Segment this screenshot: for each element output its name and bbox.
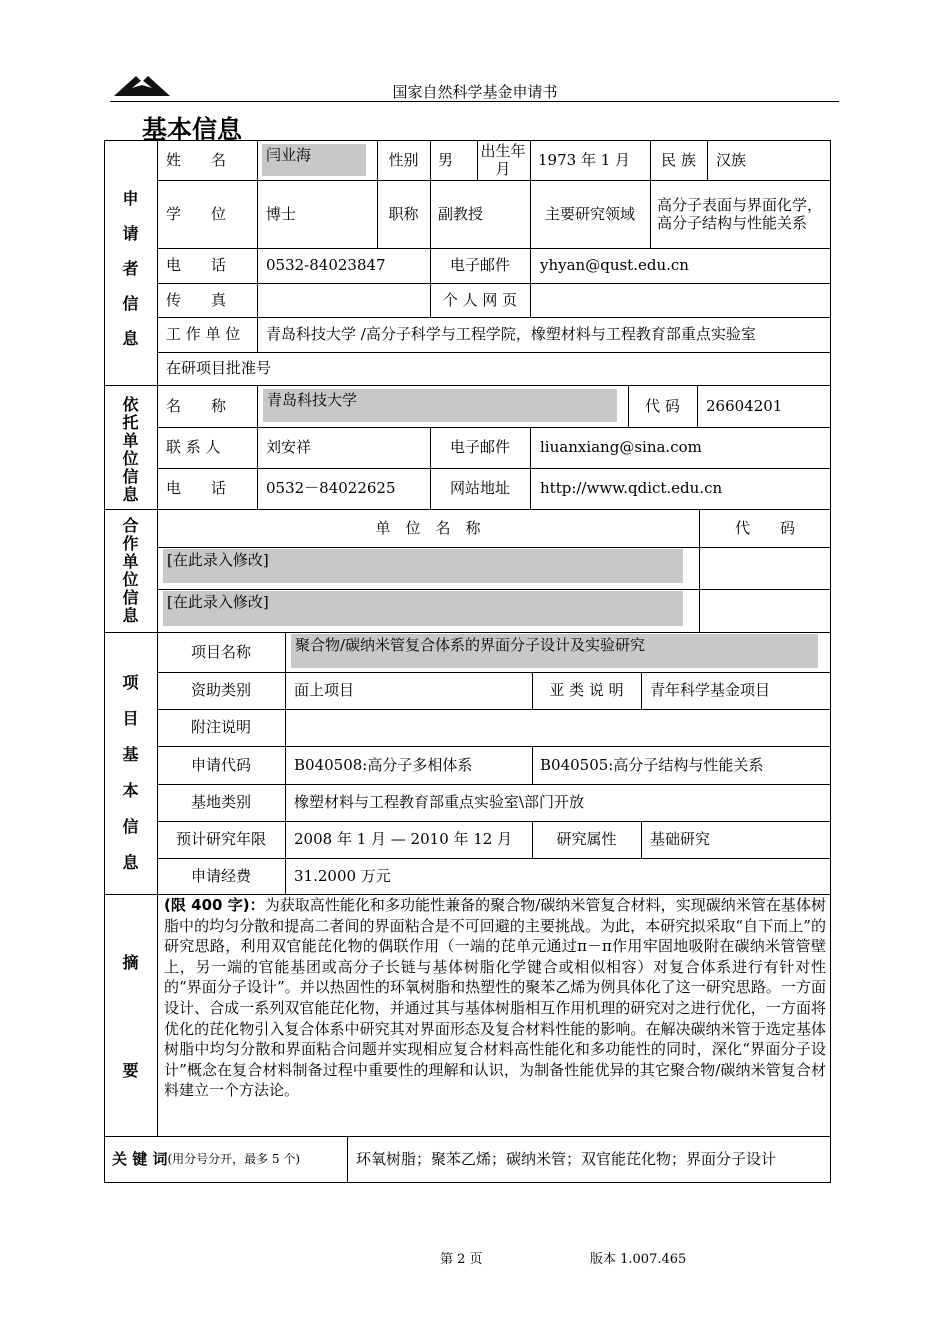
host-group-label: 依 托 单 位 信 息 [122, 395, 139, 504]
host-phone-label: 电 话 [166, 479, 227, 498]
title-label: 职称 [388, 204, 419, 223]
host-email-label: 电子邮件 [449, 438, 510, 457]
partner-row-2-code[interactable] [706, 589, 826, 632]
fax-value[interactable] [266, 283, 426, 317]
project-no-label: 在研项目批准号 [166, 359, 272, 378]
abstract-text[interactable] [164, 895, 826, 1101]
budget-label: 申请经费 [190, 866, 251, 885]
keywords-value[interactable]: 环氧树脂；聚苯乙烯；碳纳米管；双官能芘化物；界面分子设计 [356, 1150, 777, 1169]
field-value[interactable]: 高分子表面与界面化学，高分子结构与性能关系 [657, 196, 823, 232]
host-name-label: 名 称 [166, 396, 227, 415]
subclass-value[interactable]: 青年科学基金项目 [650, 681, 771, 700]
project-name-label: 项目名称 [190, 642, 251, 661]
gender-label: 性别 [388, 150, 419, 169]
partner-row-1-code[interactable] [706, 547, 826, 589]
keywords-label: 关 键 词 [112, 1150, 168, 1169]
host-code-value[interactable]: 26604201 [706, 396, 783, 415]
abstract-label-1: 摘 [122, 953, 139, 972]
code-value-2[interactable]: B040505:高分子结构与性能关系 [540, 755, 764, 774]
host-contact-label: 联 系 人 [166, 438, 221, 457]
project-no-value[interactable] [320, 352, 820, 385]
base-value[interactable]: 橡塑材料与工程教育部重点实验室\部门开放 [294, 793, 585, 812]
host-phone-value[interactable]: 0532－84022625 [266, 479, 396, 498]
ethnicity-label: 民 族 [661, 150, 696, 169]
name-field[interactable]: 闫业海 [262, 144, 366, 176]
page-number: 第 2 页 [440, 1252, 483, 1267]
email-label: 电子邮件 [449, 256, 510, 275]
host-name-field[interactable]: 青岛科技大学 [263, 389, 617, 422]
project-group-label: 项 目 基 本 信 息 [122, 673, 139, 872]
partner-col-name: 单 位 名 称 [375, 518, 481, 537]
host-website-value[interactable]: http://www.qdict.edu.cn [540, 479, 723, 498]
keywords-label-cell [112, 1136, 347, 1183]
funding-value[interactable]: 面上项目 [294, 681, 355, 700]
host-code-label: 代 码 [645, 396, 680, 415]
version-label: 版本 1.007.465 [590, 1252, 687, 1267]
partner-col-code: 代 码 [734, 518, 795, 537]
code-label: 申请代码 [190, 755, 251, 774]
host-website-label: 网站地址 [449, 479, 510, 498]
partner-group-label: 合 作 单 位 信 息 [122, 516, 139, 625]
birth-value[interactable]: 1973 年 1 月 [538, 150, 631, 169]
phone-label: 电 话 [166, 256, 227, 275]
host-email-value[interactable]: liuanxiang@sina.com [540, 438, 702, 457]
phone-value[interactable]: 0532-84023847 [266, 256, 386, 275]
applicant-group-label: 申 请 者 信 息 [122, 189, 139, 348]
attr-label: 研究属性 [556, 830, 617, 849]
org-label: 工 作 单 位 [166, 325, 241, 344]
org-value[interactable]: 青岛科技大学 /高分子科学与工程学院，橡塑材料与工程教育部重点实验室 [266, 325, 756, 344]
base-label: 基地类别 [190, 793, 251, 812]
keywords-hint: (用分号分开，最多 5 个) [167, 1152, 301, 1166]
note-label: 附注说明 [190, 718, 251, 737]
partner-row-2-name[interactable]: [在此录入修改] [163, 591, 683, 626]
homepage-value[interactable] [540, 283, 826, 317]
project-name-field[interactable]: 聚合物/碳纳米管复合体系的界面分子设计及实验研究 [291, 634, 818, 668]
abstract-limit: (限 400 字)： [164, 896, 265, 914]
fax-label: 传 真 [166, 290, 227, 309]
mountain-logo-icon [112, 68, 172, 98]
degree-label: 学 位 [166, 204, 227, 223]
budget-value[interactable]: 31.2000 万元 [294, 866, 391, 885]
funding-label: 资助类别 [190, 681, 251, 700]
gender-value[interactable]: 男 [438, 150, 454, 169]
section-title: 基本信息 [142, 115, 243, 144]
degree-value[interactable]: 博士 [266, 204, 297, 223]
title-value[interactable]: 副教授 [438, 204, 484, 223]
ethnicity-value[interactable]: 汉族 [716, 150, 747, 169]
abstract-label-2: 要 [122, 1061, 139, 1080]
period-value[interactable]: 2008 年 1 月 — 2010 年 12 月 [294, 830, 513, 849]
header-rule [110, 101, 839, 102]
field-label: 主要研究领域 [544, 204, 635, 223]
homepage-label: 个 人 网 页 [442, 290, 518, 309]
attr-value[interactable]: 基础研究 [650, 830, 711, 849]
name-label: 姓 名 [166, 150, 227, 169]
partner-row-1-name[interactable]: [在此录入修改] [163, 549, 683, 583]
code-value-1[interactable]: B040508:高分子多相体系 [294, 755, 473, 774]
email-value[interactable]: yhyan@qust.edu.cn [540, 256, 689, 275]
host-contact-value[interactable]: 刘安祥 [266, 438, 312, 457]
document-header: 国家自然科学基金申请书 [392, 83, 558, 101]
subclass-label: 亚 类 说 明 [549, 681, 624, 700]
abstract-body: 为获取高性能化和多功能性兼备的聚合物/碳纳米管复合材料，实现碳纳米管在基体树脂中的均匀分散和提高二者间的界面粘合是不可回避的主要挑战。为此，本研究拟采取“自下而上”的研究思路，利用双官能芘化物的偶联作用（一端的芘单元通过π－π作用牢固地吸附在碳纳米管管壁上，另一端的官能基团或高分子长链与基体树脂化学键合或相似相容）对复合体系进行有针对性的“界面分子设计”。并以热固性的环氧树脂和热塑性的聚苯乙烯为例具体化了这一研究思路。一方面设计、合成一系列双官能芘化物，并通过其与基体树脂相互作用机理的研究对之进行优化，一方面将优化的芘化物引入复合体系中研究其对界面形态及复合材料性能的影响。在解决碳纳米管于选定基体树脂中均匀分散和界面粘合问题并实现相应复合材料高性能化和多功能性的同时，深化“界面分子设计”概念在复合材料制备过程中重要性的理解和认识，为制备性能优异的其它聚合物/碳纳米管复合材料建立一个方法论。 [164, 896, 826, 1100]
period-label: 预计研究年限 [175, 830, 266, 849]
note-value[interactable] [294, 709, 824, 746]
birth-label: 出生年月 [480, 142, 526, 178]
